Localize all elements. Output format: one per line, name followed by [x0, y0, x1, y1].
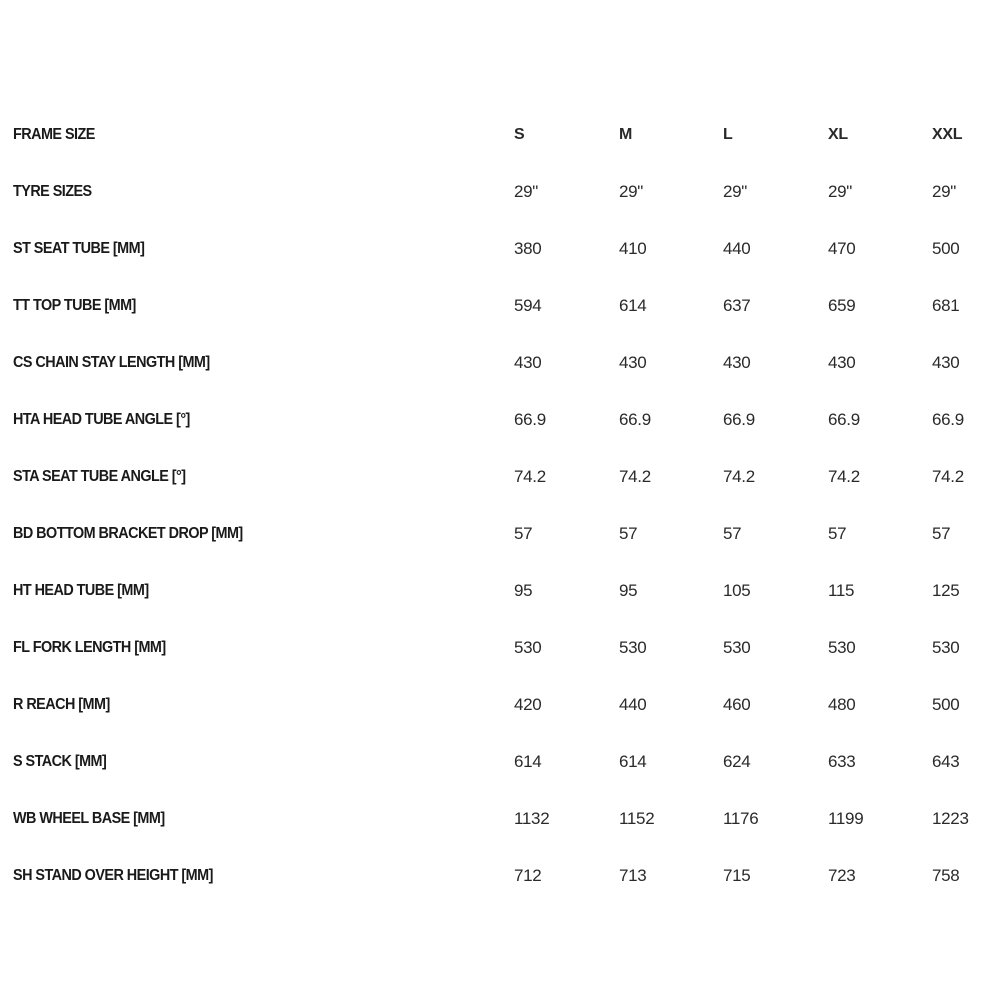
row-value: 500 [932, 695, 960, 714]
row-value: 530 [932, 638, 960, 657]
row-value: 66.9 [514, 410, 546, 429]
row-label: HT HEAD TUBE [MM] [13, 582, 149, 599]
row-label: BD BOTTOM BRACKET DROP [MM] [13, 525, 243, 542]
table-row [13, 391, 988, 448]
header-size-l: L [723, 126, 733, 143]
row-value: 614 [514, 752, 542, 771]
row-label: SH STAND OVER HEIGHT [MM] [13, 867, 213, 884]
header-size-xl: XL [828, 126, 848, 143]
row-value: 57 [514, 524, 533, 543]
row-label: FL FORK LENGTH [MM] [13, 639, 166, 656]
row-value: 29" [828, 182, 853, 201]
table-row [13, 220, 988, 277]
row-value: 460 [723, 695, 751, 714]
row-value: 715 [723, 866, 751, 885]
row-value: 723 [828, 866, 856, 885]
row-value: 500 [932, 239, 960, 258]
row-value: 594 [514, 296, 542, 315]
row-value: 440 [619, 695, 647, 714]
row-value: 530 [514, 638, 542, 657]
row-value: 643 [932, 752, 960, 771]
table-row [13, 847, 988, 904]
row-value: 410 [619, 239, 647, 258]
row-value: 29" [723, 182, 748, 201]
row-value: 659 [828, 296, 856, 315]
row-value: 530 [828, 638, 856, 657]
row-value: 1223 [932, 809, 969, 828]
row-value: 66.9 [723, 410, 755, 429]
row-value: 74.2 [828, 467, 860, 486]
row-label: CS CHAIN STAY LENGTH [MM] [13, 354, 210, 371]
row-value: 440 [723, 239, 751, 258]
row-value: 614 [619, 296, 647, 315]
row-value: 29" [932, 182, 957, 201]
row-value: 74.2 [723, 467, 755, 486]
table-row [13, 448, 988, 505]
row-value: 74.2 [619, 467, 651, 486]
row-value: 420 [514, 695, 542, 714]
row-value: 57 [932, 524, 951, 543]
row-value: 637 [723, 296, 751, 315]
row-value: 713 [619, 866, 647, 885]
row-value: 115 [828, 581, 855, 600]
row-value: 430 [828, 353, 856, 372]
row-value: 430 [514, 353, 542, 372]
row-value: 105 [723, 581, 751, 600]
table-row [13, 790, 988, 847]
row-value: 29" [619, 182, 644, 201]
header-label: FRAME SIZE [13, 126, 95, 143]
table-row [13, 163, 988, 220]
row-label: HTA HEAD TUBE ANGLE [°] [13, 411, 190, 428]
row-value: 57 [723, 524, 742, 543]
row-value: 758 [932, 866, 960, 885]
row-label: TYRE SIZES [13, 183, 92, 200]
header-size-s: S [514, 126, 525, 143]
table-row [13, 562, 988, 619]
row-value: 57 [828, 524, 847, 543]
row-value: 530 [619, 638, 647, 657]
row-value: 470 [828, 239, 856, 258]
row-value: 74.2 [514, 467, 546, 486]
row-value: 66.9 [828, 410, 860, 429]
table-row [13, 277, 988, 334]
row-value: 1132 [514, 809, 550, 828]
row-label: WB WHEEL BASE [MM] [13, 810, 165, 827]
row-value: 74.2 [932, 467, 964, 486]
row-value: 480 [828, 695, 856, 714]
row-label: S STACK [MM] [13, 753, 107, 770]
row-value: 430 [619, 353, 647, 372]
table-row [13, 505, 988, 562]
table-row [13, 619, 988, 676]
row-label: TT TOP TUBE [MM] [13, 297, 136, 314]
row-value: 430 [932, 353, 960, 372]
row-label: R REACH [MM] [13, 696, 110, 713]
row-value: 624 [723, 752, 751, 771]
row-value: 1152 [619, 809, 655, 828]
row-value: 66.9 [932, 410, 964, 429]
row-value: 1176 [723, 809, 759, 828]
row-value: 712 [514, 866, 542, 885]
row-label: ST SEAT TUBE [MM] [13, 240, 145, 257]
row-value: 66.9 [619, 410, 651, 429]
table-row [13, 676, 988, 733]
row-value: 29" [514, 182, 539, 201]
row-value: 125 [932, 581, 960, 600]
header-size-m: M [619, 126, 633, 143]
row-value: 57 [619, 524, 638, 543]
row-value: 1199 [828, 809, 864, 828]
table-row [13, 733, 988, 790]
geometry-table [13, 106, 988, 904]
row-value: 681 [932, 296, 960, 315]
row-value: 430 [723, 353, 751, 372]
row-label: STA SEAT TUBE ANGLE [°] [13, 468, 186, 485]
row-value: 530 [723, 638, 751, 657]
row-value: 633 [828, 752, 856, 771]
row-value: 95 [514, 581, 533, 600]
row-value: 614 [619, 752, 647, 771]
table-row [13, 334, 988, 391]
table-header-row [13, 106, 988, 163]
header-size-xxl: XXL [932, 126, 963, 143]
row-value: 380 [514, 239, 542, 258]
row-value: 95 [619, 581, 638, 600]
